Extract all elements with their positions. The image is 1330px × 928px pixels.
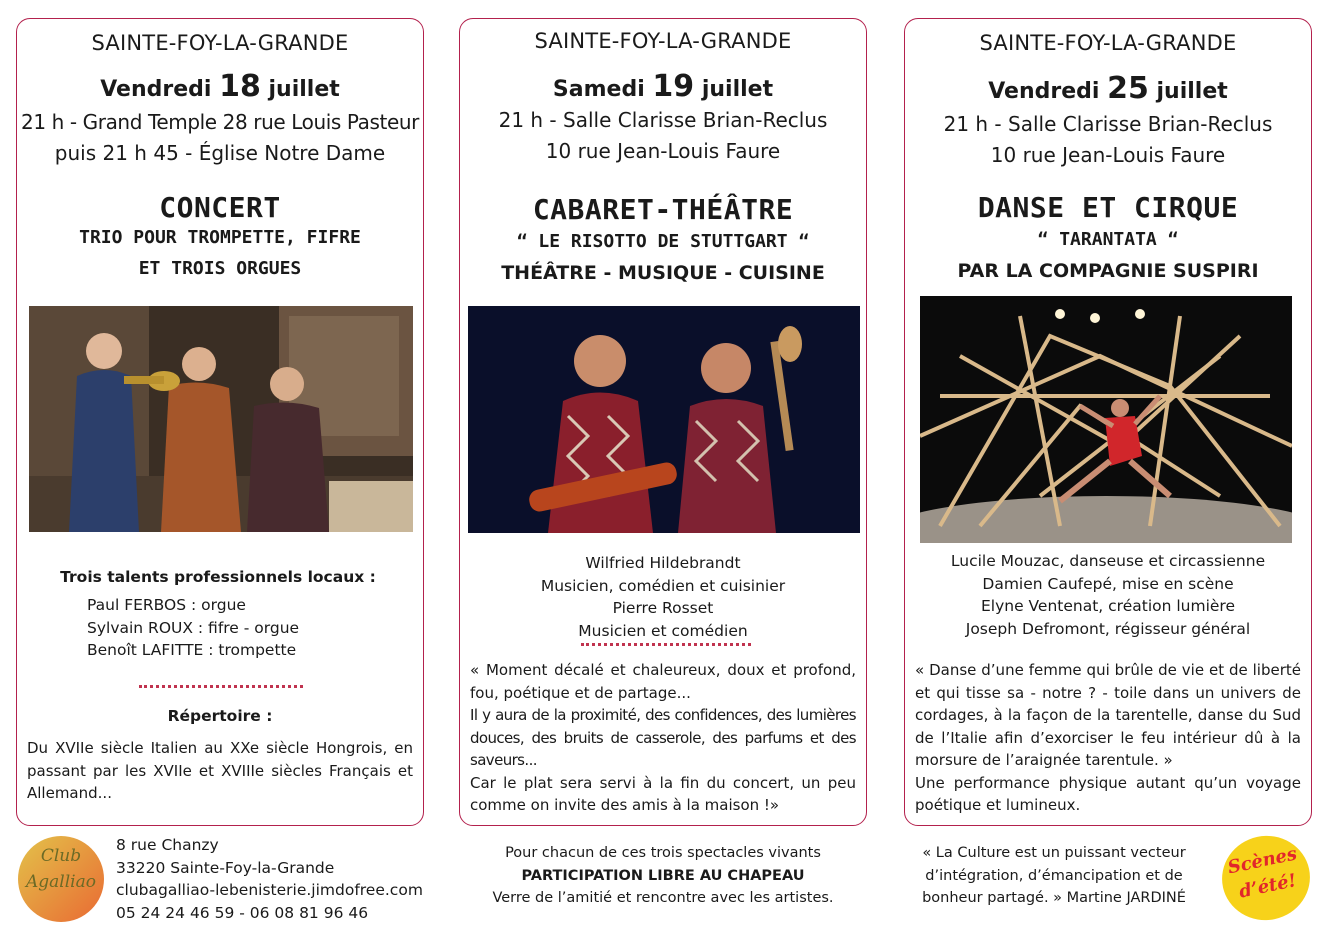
footer-center-line: Pour chacun de ces trois spectacles vivants bbox=[505, 845, 821, 861]
panel-title: DANSE ET CIRQUE bbox=[977, 191, 1239, 224]
repertoire-heading: Répertoire : bbox=[167, 707, 273, 725]
logo-text-2: Agalliao bbox=[26, 872, 96, 892]
panel-date bbox=[17, 69, 423, 104]
cabaret-duo-photo bbox=[468, 306, 860, 533]
date-month: juillet bbox=[1156, 79, 1228, 104]
panel-title: CONCERT bbox=[159, 191, 281, 224]
credit-item: Elyne Ventenat, création lumière bbox=[980, 597, 1236, 615]
date-day-number: 25 bbox=[1107, 71, 1149, 106]
date-day-name: Vendredi bbox=[988, 79, 1100, 104]
date-day-name: Vendredi bbox=[100, 77, 212, 102]
credit-item: Paul FERBOS : orgue bbox=[87, 596, 246, 614]
trio-musicians-photo bbox=[29, 306, 413, 532]
quote-text bbox=[470, 659, 856, 817]
credit-item: Benoît LAFITTE : trompette bbox=[87, 641, 297, 659]
quote-line: Il y aura de la proximité, des confidences, des lumières douces, des bruits de casserole, des parfums et des saveurs... bbox=[470, 706, 856, 769]
badge-text-2: d’été! bbox=[1237, 870, 1299, 903]
credit-item: Musicien et comédien bbox=[578, 621, 748, 640]
date-month: juillet bbox=[701, 77, 774, 102]
date-day-name: Samedi bbox=[552, 77, 645, 102]
badge-text-1: Scènes bbox=[1225, 843, 1299, 879]
club-address bbox=[116, 834, 423, 924]
quote-line: « Danse d’une femme qui brûle de vie et de liberté et qui tisse sa - notre ? - toile dans un univers de cordages, à la façon de la tarentelle, danse du Sud de l’Italie afin d’exorciser le feu intérieur dû à la morsure de l’araignée tarentule. » bbox=[915, 661, 1301, 769]
credit-item: Damien Caufepé, mise en scène bbox=[982, 574, 1234, 593]
panel-town: SAINTE-FOY-LA-GRANDE bbox=[979, 31, 1237, 55]
dance-circus-photo bbox=[920, 296, 1292, 543]
panel-venue-line-1: 21 h - Salle Clarisse Brian-Reclus bbox=[943, 112, 1273, 136]
panel-venue-line-1: 21 h - Salle Clarisse Brian-Reclus bbox=[498, 108, 828, 132]
panel-date bbox=[460, 69, 866, 104]
quote-text bbox=[915, 659, 1301, 817]
credits-list bbox=[460, 552, 866, 642]
panel-subtitle-2: THÉÂTRE - MUSIQUE - CUISINE bbox=[501, 262, 825, 284]
dotted-divider bbox=[581, 643, 751, 646]
credit-item: Lucile Mouzac, danseuse et circassienne bbox=[950, 552, 1266, 570]
date-month: juillet bbox=[268, 77, 340, 102]
event-panel-concert bbox=[16, 18, 424, 826]
club-website-link[interactable]: clubagalliao-lebenisterie.jimdofree.com bbox=[116, 881, 423, 899]
event-panel-cabaret bbox=[459, 18, 867, 826]
panel-town: SAINTE-FOY-LA-GRANDE bbox=[91, 31, 349, 55]
quote-line: « Moment décalé et chaleureux, doux et profond, fou, poétique et de partage... bbox=[470, 661, 856, 702]
panel-subtitle-1: TRIO POUR TROMPETTE, FIFRE bbox=[79, 227, 361, 248]
footer-quote bbox=[904, 842, 1204, 910]
panel-subtitle-1: “ TARANTATA “ bbox=[1037, 229, 1179, 250]
panel-town: SAINTE-FOY-LA-GRANDE bbox=[534, 29, 792, 53]
panel-subtitle-1: “ LE RISOTTO DE STUTTGART “ bbox=[516, 231, 810, 252]
credit-item: Wilfried Hildebrandt bbox=[585, 554, 741, 572]
panel-title: CABARET-THÉÂTRE bbox=[532, 193, 794, 226]
panel-venue-line-2: puis 21 h 45 - Église Notre Dame bbox=[54, 141, 386, 165]
date-day-number: 19 bbox=[652, 69, 695, 104]
panel-venue-line-2: 10 rue Jean-Louis Faure bbox=[545, 139, 781, 163]
address-street: 8 rue Chanzy bbox=[116, 836, 219, 854]
date-day-number: 18 bbox=[219, 69, 261, 104]
event-panel-dance bbox=[904, 18, 1312, 826]
footer-participation bbox=[459, 842, 867, 910]
credit-item: Sylvain ROUX : fifre - orgue bbox=[87, 618, 300, 637]
panel-venue-line-1: 21 h - Grand Temple 28 rue Louis Pasteur bbox=[21, 110, 419, 134]
panel-date bbox=[905, 71, 1311, 106]
dotted-divider bbox=[139, 685, 303, 688]
credit-item: Joseph Defromont, régisseur général bbox=[965, 619, 1251, 638]
footer-quote-line: bonheur partagé. » Martine JARDINÉ bbox=[922, 890, 1186, 906]
footer-center-line: Verre de l’amitié et rencontre avec les artistes. bbox=[492, 890, 834, 906]
footer-center-highlight: PARTICIPATION LIBRE AU CHAPEAU bbox=[521, 867, 805, 884]
scenes-d-ete-badge bbox=[1214, 828, 1318, 928]
credit-item: Musicien, comédien et cuisinier bbox=[540, 576, 786, 595]
panel-subtitle-2: ET TROIS ORGUES bbox=[138, 258, 302, 279]
credits-list bbox=[87, 594, 299, 662]
credit-item: Pierre Rosset bbox=[612, 599, 714, 617]
repertoire-text: Du XVIIe siècle Italien au XXe siècle Hongrois, en passant par les XVIIe et XVIIIe siècles Français et Allemand... bbox=[27, 739, 413, 802]
quote-line: Car le plat sera servi à la fin du concert, un peu comme on invite des amis à la maison !» bbox=[470, 773, 856, 814]
credits-list bbox=[905, 550, 1311, 640]
panel-venue-line-2: 10 rue Jean-Louis Faure bbox=[990, 143, 1226, 167]
club-phone: 05 24 24 46 59 - 06 08 81 96 46 bbox=[116, 903, 369, 922]
credits-heading: Trois talents professionnels locaux : bbox=[60, 568, 376, 586]
club-agalliao-logo bbox=[18, 836, 104, 922]
logo-text-1: Club bbox=[40, 846, 82, 866]
quote-line: Une performance physique autant qu’un voyage poétique et lumineux. bbox=[915, 773, 1301, 814]
footer-quote-line: d’intégration, d’émancipation et de bbox=[925, 867, 1183, 884]
footer-quote-line: « La Culture est un puissant vecteur bbox=[922, 845, 1186, 861]
address-city: 33220 Sainte-Foy-la-Grande bbox=[116, 858, 335, 877]
panel-subtitle-2: PAR LA COMPAGNIE SUSPIRI bbox=[957, 260, 1259, 282]
